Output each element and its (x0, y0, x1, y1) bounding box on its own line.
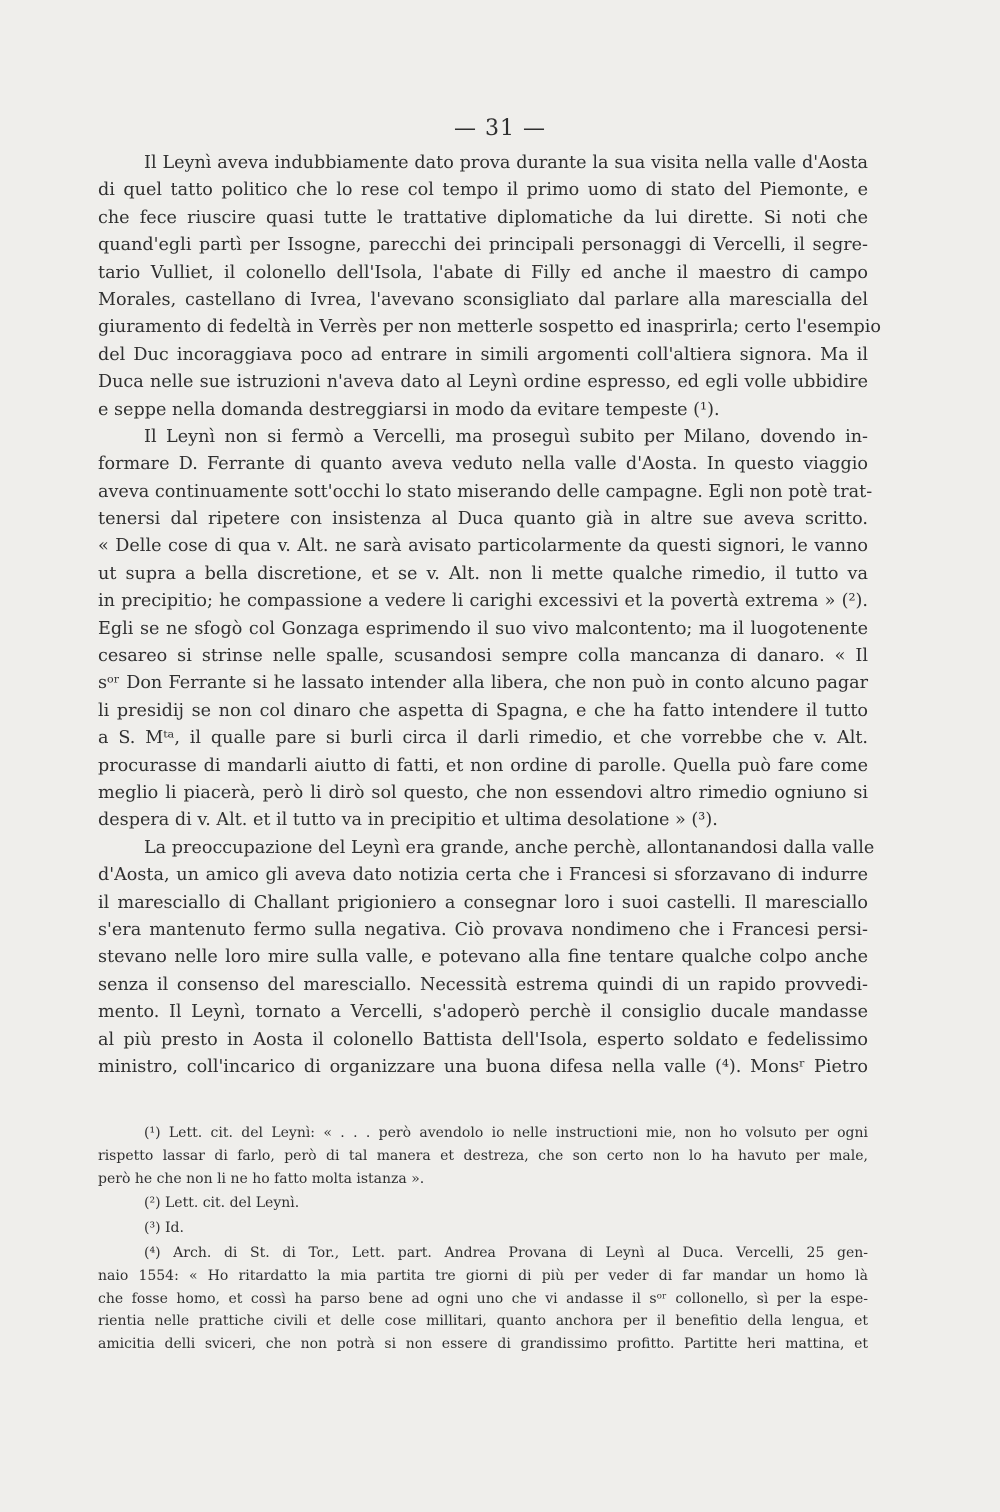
footnote-line: (⁴) Arch. di St. di Tor., Lett. part. Andrea Provana di Leynì al Duca. Vercelli, 25 gen- (144, 1244, 868, 1261)
body-text (98, 150, 881, 1081)
body-line: ut supra a bella discretione, et se v. Alt. non li mette qualche rimedio, il tutto va (98, 563, 868, 584)
body-line: Morales, castellano di Ivrea, l'avevano sconsigliato dal parlare alla marescialla del (98, 289, 868, 310)
body-line: il maresciallo di Challant prigioniero a consegnar loro i suoi castelli. Il maresciallo (98, 892, 868, 913)
body-line: giuramento di fedeltà in Verrès per non metterle sospetto ed inasprirla; certo l'esempio (98, 317, 881, 338)
body-line: di quel tatto politico che lo rese col tempo il primo uomo di stato del Piemonte, e (98, 180, 868, 201)
body-line: « Delle cose di qua v. Alt. ne sarà avisato particolarmente da questi signori, le vanno (98, 536, 868, 557)
body-line: senza il consenso del maresciallo. Necessità estrema quindi di un rapido provvedi- (98, 974, 868, 995)
body-line: aveva continuamente sott'occhi lo stato miserando delle campagne. Egli non potè trat- (98, 481, 873, 502)
body-line: tenersi dal ripetere con insistenza al Duca quanto già in altre sue aveva scritto. (98, 509, 868, 530)
body-line: a S. Mᵗᵃ, il qualle pare si burli circa il darli rimedio, et che vorrebbe che v. Alt. (98, 728, 868, 749)
body-line: Duca nelle sue istruzioni n'aveva dato al Leynì ordine espresso, ed egli volle ubbidire (98, 372, 868, 393)
footnote-line: però he che non li ne ho fatto molta istanza ». (98, 1170, 425, 1187)
footnote-line: (²) Lett. cit. del Leynì. (144, 1195, 300, 1212)
footnote-line: (³) Id. (144, 1220, 184, 1237)
footnotes (98, 1122, 868, 1356)
body-line: quand'egli partì per Issogne, parecchi dei principali personaggi di Vercelli, il segre- (98, 235, 868, 256)
body-line: meglio li piacerà, però li dirò sol questo, che non essendovi altro rimedio ogniuno si (98, 782, 868, 803)
body-line: formare D. Ferrante di quanto aveva veduto nella valle d'Aosta. In questo viaggio (98, 454, 868, 475)
body-line: cesareo si strinse nelle spalle, scusandosi sempre colla mancanza di danaro. « Il (98, 646, 868, 667)
footnote-line: rientia nelle prattiche civili et delle cose millitari, quanto anchora per il benefitio della lengua, et (98, 1313, 868, 1330)
body-line: e seppe nella domanda destreggiarsi in modo da evitare tempeste (¹). (98, 399, 720, 420)
body-line: in precipitio; he compassione a vedere li carighi excessivi et la povertà extrema » (²). (98, 591, 868, 612)
body-line: del Duc incoraggiava poco ad entrare in simili argomenti coll'altiera signora. Ma il (98, 344, 868, 365)
body-line: Il Leynì non si fermò a Vercelli, ma proseguì subito per Milano, dovendo in- (144, 426, 868, 447)
body-line: La preoccupazione del Leynì era grande, anche perchè, allontanandosi dalla valle (144, 837, 875, 858)
footnote-line: che fosse homo, et cossì ha parso bene ad ogni uno che vi andasse il sᵒʳ collonello, sì per la espe- (98, 1290, 868, 1307)
footnote-line: amicitia delli sviceri, che non potrà si non essere di grandissimo profitto. Partitte heri mattina, et (98, 1336, 868, 1353)
body-line: stevano nelle loro mire sulla valle, e potevano alla fine tentare qualche colpo anche (98, 947, 868, 968)
body-line: d'Aosta, un amico gli aveva dato notizia certa che i Francesi si sforzavano di indurre (98, 865, 868, 886)
body-line: li presidij se non col dinaro che aspetta di Spagna, e che ha fatto intendere il tutto (98, 700, 868, 721)
body-line: sᵒʳ Don Ferrante si he lassato intender alla libera, che non può in conto alcuno pagar (98, 673, 868, 694)
body-line: Il Leynì aveva indubbiamente dato prova durante la sua visita nella valle d'Aosta (144, 153, 868, 173)
body-line: Egli se ne sfogò col Gonzaga esprimendo il suo vivo malcontento; ma il luogotenente (98, 618, 868, 639)
body-line: tario Vulliet, il colonello dell'Isola, l'abate di Filly ed anche il maestro di campo (98, 262, 868, 283)
footnote-line: (¹) Lett. cit. del Leynì: « . . . però avendolo io nelle instructioni mie, non ho volsuto per ogni (144, 1125, 868, 1141)
body-line: s'era mantenuto fermo sulla negativa. Ciò provava nondimeno che i Francesi persi- (98, 919, 868, 940)
body-line: al più presto in Aosta il colonello Battista dell'Isola, esperto soldato e fedelissimo (98, 1029, 868, 1050)
footnote-line: naio 1554: « Ho ritardatto la mia partita tre giorni di più per veder di far mandar un homo là (98, 1267, 868, 1284)
page-number: — 31 — (454, 116, 546, 141)
body-line: mento. Il Leynì, tornato a Vercelli, s'adoperò perchè il consiglio ducale mandasse (98, 1002, 868, 1023)
body-line: procurasse di mandarli aiutto di fatti, et non ordine di parolle. Quella può fare come (98, 755, 868, 776)
body-line: despera di v. Alt. et il tutto va in precipitio et ultima desolatione » (³). (98, 810, 718, 831)
body-line: ministro, coll'incarico di organizzare una buona difesa nella valle (⁴). Monsʳ Pietro (98, 1056, 868, 1077)
footnote-line: rispetto lassar di farlo, però di tal manera et destreza, che son certo non lo ha havuto per male, (98, 1147, 868, 1164)
body-line: che fece riuscire quasi tutte le trattative diplomatiche da lui dirette. Si noti che (98, 207, 868, 228)
